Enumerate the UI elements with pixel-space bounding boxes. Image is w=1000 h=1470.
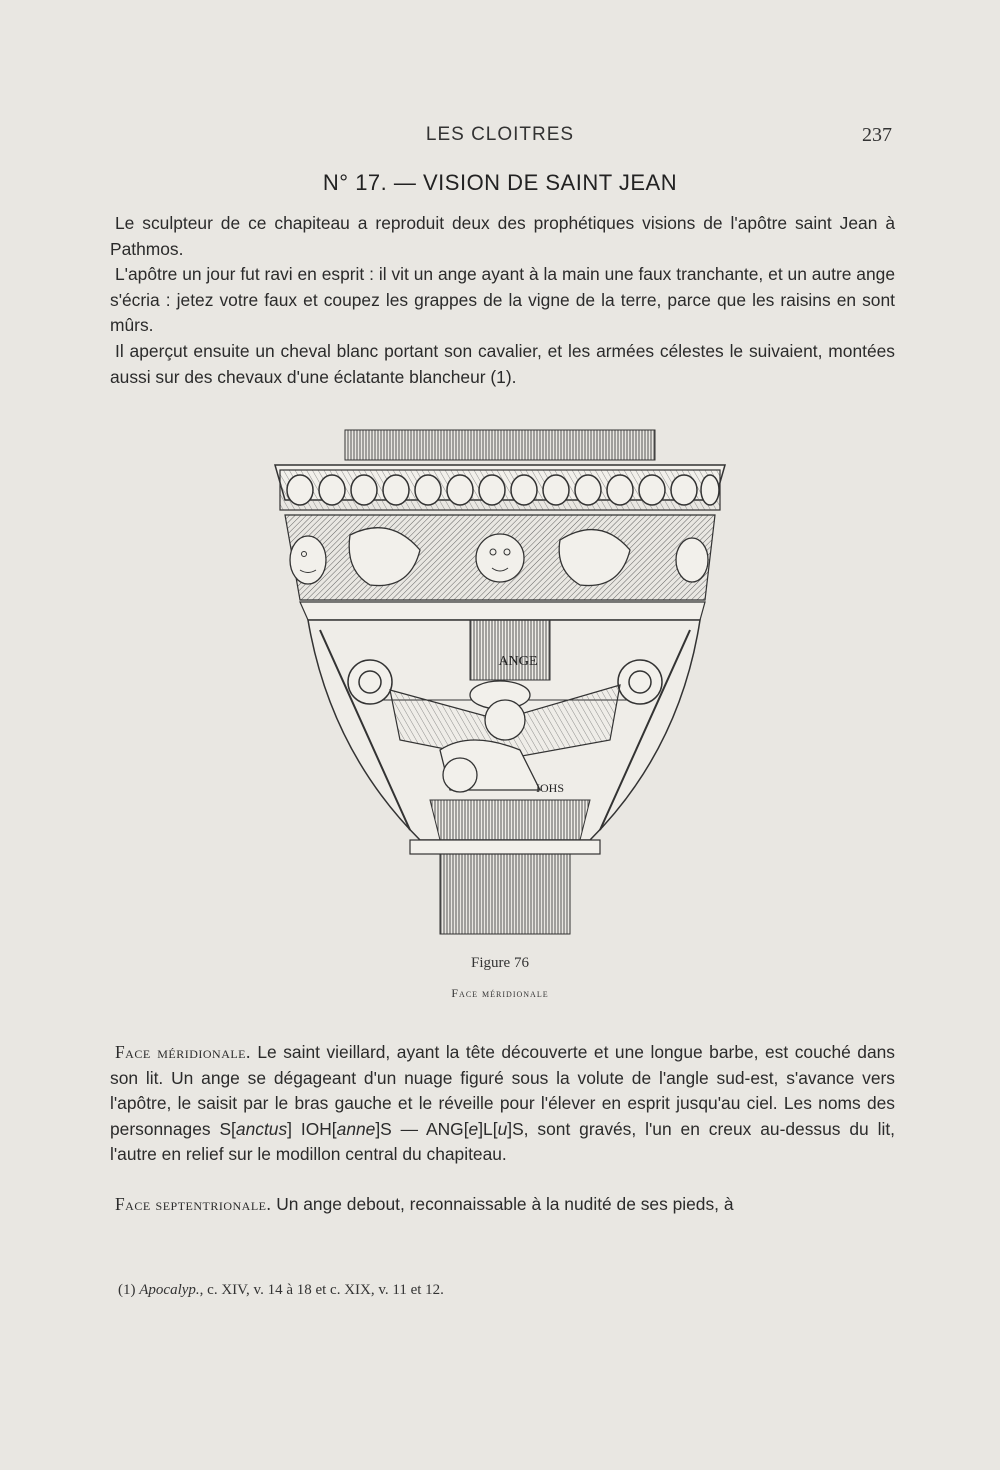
section-title: N° 17. — VISION DE SAINT JEAN: [322, 170, 678, 195]
paragraph-face-septentrionale: [110, 1192, 895, 1218]
footnote-source: Apocalyp.: [139, 1282, 200, 1298]
face-meridionale-text-4: ]L[: [478, 1118, 498, 1139]
footnote-text: , c. XIV, v. 14 à 18 et c. XIX, v. 11 et 12.: [199, 1282, 444, 1298]
capital-illustration: [260, 420, 740, 950]
running-title: LES CLOITRES: [425, 124, 575, 145]
abbr-e: e: [468, 1118, 479, 1139]
inscription-angel: ANGE: [498, 654, 538, 669]
page-number: 237: [862, 124, 892, 146]
paragraph-vision-horse: Il aperçut ensuite un cheval blanc portant son cavalier, et les armées célestes le suivaient, montées aussi sur des chevaux d'une éclatante blancheur (1).: [110, 341, 895, 387]
face-septentrionale-text: Un ange debout, reconnaissable à la nudité de ses pieds, à: [271, 1194, 734, 1214]
face-meridionale-text-2: ] IOH[: [287, 1118, 337, 1139]
capital-drawing: [260, 420, 740, 950]
inscription-john: IOHS: [535, 781, 565, 795]
abbr-anctus: anctus: [235, 1118, 288, 1139]
face-meridionale-text-1: Le saint vieillard, ayant la tête découverte et une longue barbe, est couché dans son lit. Un ange se dégageant d'un nuage figuré sous la volute de l'angle sud-est, s'avance vers l'apôtre, le saisit par le bras gauche et le réveille pour l'élever en esprit jusqu'au ciel. Les noms des personnages S[: [110, 1042, 896, 1139]
footnote: [118, 1282, 444, 1299]
abbr-anne: anne: [336, 1118, 376, 1139]
figure-subcaption: Face méridionale: [451, 986, 549, 1000]
paragraph-vision-sickle: L'apôtre un jour fut ravi en esprit : il vit un ange ayant à la main une faux tranchante, et un autre ange s'écria : jetez votre faux et coupez les grappes de la vigne de la terre, parce que les raisins en sont mûrs.: [110, 264, 895, 335]
face-meridionale-label: Face méridionale.: [115, 1042, 251, 1062]
footnote-marker: (1): [118, 1282, 140, 1298]
paragraph-intro: Le sculpteur de ce chapiteau a reproduit deux des prophétiques visions de l'apôtre saint Jean à Pathmos.: [110, 213, 895, 259]
face-meridionale-text-3: ]S — ANG[: [375, 1118, 469, 1139]
abbr-u: u: [497, 1118, 508, 1139]
figure-caption: Figure 76: [471, 955, 529, 971]
face-meridionale-text-5: ]S, sont gravés, l'un en creux au-dessus du lit, l'autre en relief sur le modillon central du chapiteau.: [110, 1118, 896, 1164]
paragraph-face-meridionale: [110, 1040, 895, 1168]
face-septentrionale-label: Face septentrionale.: [115, 1194, 272, 1214]
